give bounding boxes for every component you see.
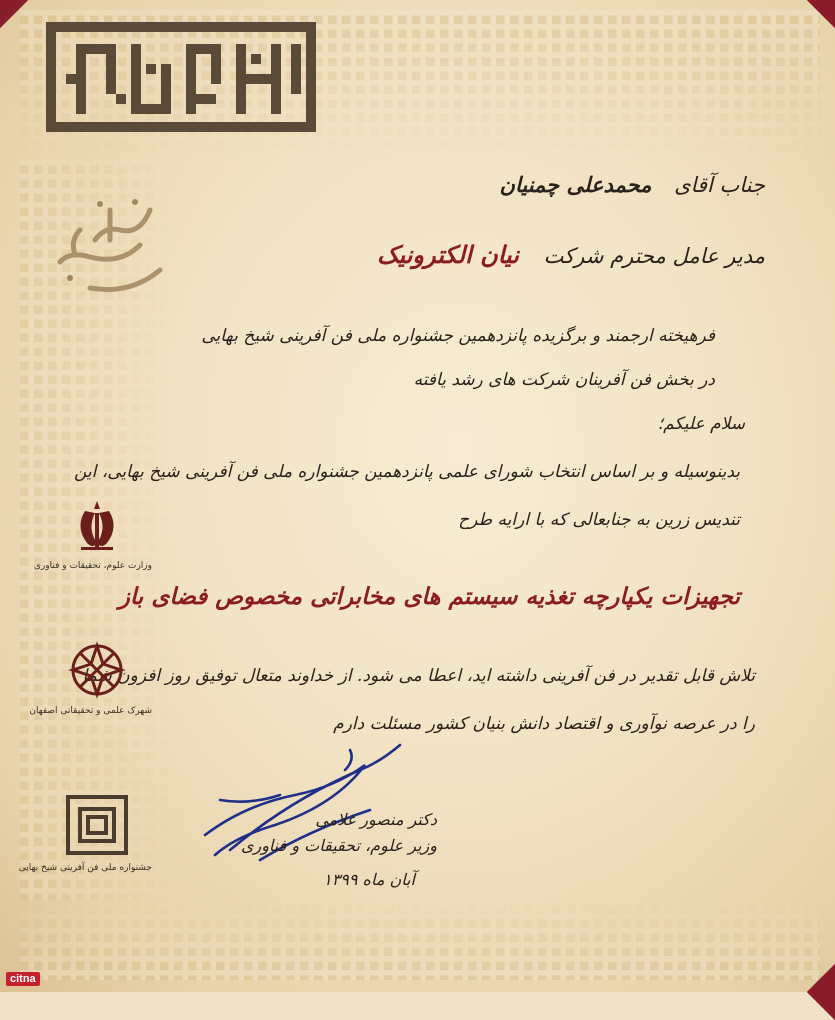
greeting: سلام علیکم؛ xyxy=(657,414,745,434)
star-pattern-icon xyxy=(67,640,127,700)
recipient-line xyxy=(500,172,765,197)
signer-name: دکتر منصور غلامی xyxy=(315,810,437,829)
body-line-1: بدینوسیله و بر اساس انتخاب شورای علمی پانزدهمین جشنواره ملی فن آفرینی شیخ بهایی، این xyxy=(73,462,740,482)
org1-caption: وزارت علوم، تحقیقات و فناوری xyxy=(33,561,152,571)
issue-date: آبان ماه ۱۳۹۹ xyxy=(323,870,415,889)
signer-title: وزیر علوم، تحقیقات و فناوری xyxy=(240,836,437,855)
company-name: نیان الکترونیک xyxy=(377,240,519,269)
golden-statue-calligraphy xyxy=(40,190,170,300)
body-line-2: تندیس زرین به جنابعالی که با ارایه طرح xyxy=(458,510,740,530)
award-line-1: فرهیخته ارجمند و برگزیده پانزدهمین جشنواره ملی فن آفرینی شیخ بهایی xyxy=(201,326,715,346)
salutation: جناب آقای xyxy=(674,173,765,197)
org3-caption: جشنواره ملی فن آفرینی شیخ بهایی xyxy=(18,863,152,873)
ministry-logo-block xyxy=(33,495,152,571)
basmala-kufic-logo xyxy=(36,14,326,142)
festival-square-icon xyxy=(62,793,132,857)
project-title: تجهیزات یکپارچه تغذیه سیستم های مخابراتی مخصوص فضای باز xyxy=(118,583,740,610)
science-park-logo-block xyxy=(29,640,152,716)
position-line xyxy=(377,240,765,269)
award-line-2: در بخش فن آفرینان شرکت های رشد یافته xyxy=(413,370,715,390)
recipient-name: محمدعلی چمنیان xyxy=(499,172,652,197)
body-line-3: تلاش قابل تقدیر در فن آفرینی داشته اید، اعطا می شود. از خداوند متعال توفیق روز افزون شما xyxy=(82,666,755,686)
position-title: مدیر عامل محترم شرکت xyxy=(543,244,765,268)
citna-watermark-badge: citna xyxy=(6,972,40,986)
mosaic-pattern-bottom xyxy=(20,900,820,980)
iran-emblem-icon xyxy=(67,495,127,555)
org2-caption: شهرک علمی و تحقیقاتی اصفهان xyxy=(29,706,152,716)
body-line-4: را در عرصه نوآوری و اقتصاد دانش بنیان کشور مسئلت دارم xyxy=(333,714,755,734)
festival-logo-block xyxy=(18,793,152,873)
